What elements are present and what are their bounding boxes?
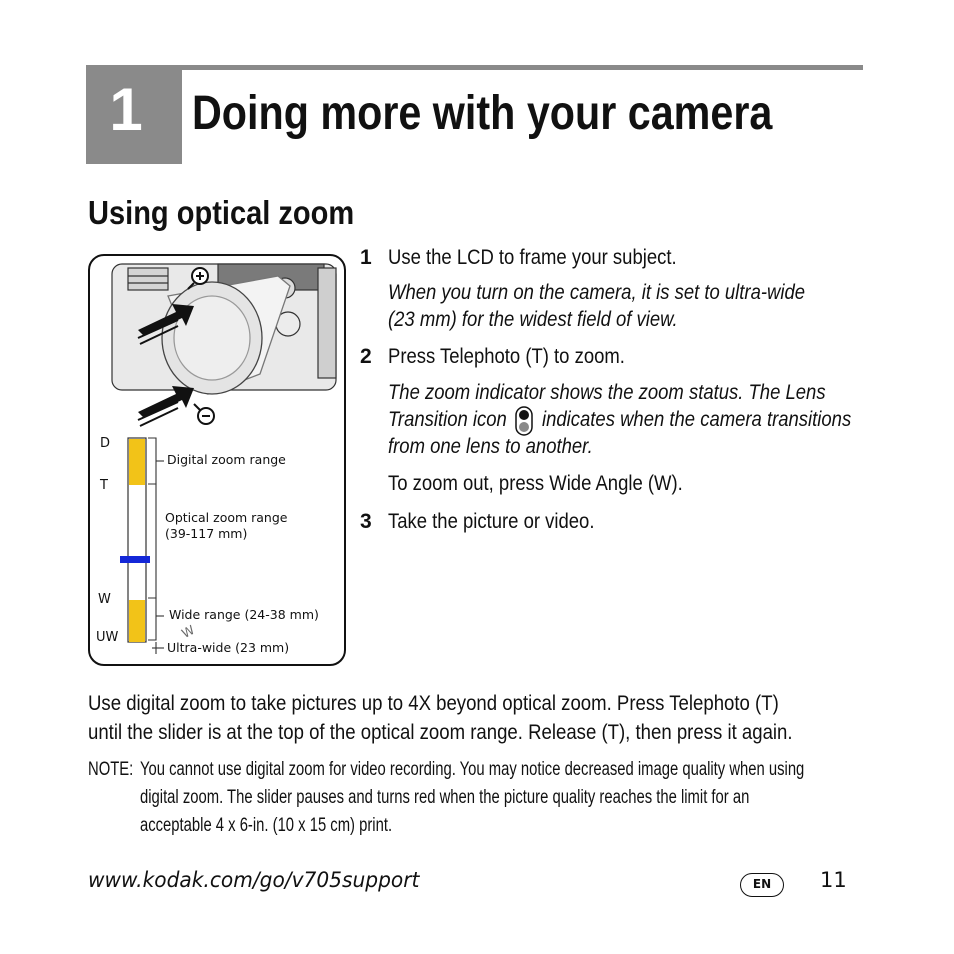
note-line-1: You cannot use digital zoom for video recording. You may notice decreased image quality when using: [140, 759, 805, 780]
note-line-3: acceptable 4 x 6-in. (10 x 15 cm) print.: [140, 815, 393, 836]
zoom-label-t: T: [100, 478, 108, 493]
support-url-link[interactable]: www.kodak.com/go/v705support: [88, 868, 420, 892]
zoom-out-text: To zoom out, press Wide Angle (W).: [388, 472, 683, 495]
note-label: NOTE:: [88, 759, 134, 780]
step-number-2: 2: [360, 345, 372, 368]
chapter-rule: [86, 65, 863, 70]
chapter-number: 1: [109, 76, 143, 143]
chapter-title: Doing more with your camera: [192, 87, 773, 140]
step1-note-line1: When you turn on the camera, it is set to ultra-wide: [388, 281, 806, 304]
zoom-figure: [88, 254, 346, 666]
zoom-label-w: W: [98, 592, 111, 607]
range-brackets: [148, 438, 164, 654]
body-line-2: until the slider is at the top of the optical zoom range. Release (T), then press it again.: [88, 721, 793, 744]
note-line-2: digital zoom. The slider pauses and turns red when the picture quality reaches the limit for an: [140, 787, 750, 808]
zoom-label-d: D: [100, 436, 111, 451]
step-text-3: Take the picture or video.: [388, 510, 595, 533]
ultra-wide-label: Ultra-wide (23 mm): [167, 640, 290, 655]
zoom-slider: [120, 556, 150, 563]
optical-zoom-range: (39-117 mm): [165, 526, 248, 541]
optical-zoom-label: Optical zoom range: [165, 510, 288, 525]
zoom-label-uw: UW: [96, 630, 119, 645]
step2-note-line2b: indicates when the camera transitions: [542, 408, 852, 431]
lens-transition-icon: [514, 406, 534, 436]
step1-note-line2: (23 mm) for the widest field of view.: [388, 308, 678, 331]
step-text-1: Use the LCD to frame your subject.: [388, 246, 677, 269]
section-title: Using optical zoom: [88, 194, 355, 231]
wide-range-fill: [129, 600, 145, 642]
language-badge: EN: [740, 873, 784, 897]
step2-note-line1: The zoom indicator shows the zoom status. The Lens: [388, 381, 826, 404]
w-button-label: W: [178, 622, 197, 642]
body-line-1: Use digital zoom to take pictures up to 4X beyond optical zoom. Press Telephoto (T): [88, 692, 779, 715]
step2-note-line3: from one lens to another.: [388, 435, 593, 458]
page-number: 11: [820, 868, 847, 892]
digital-range-fill: [129, 439, 145, 485]
zoom-out-icon: [194, 404, 214, 424]
press-arrow-wide: [138, 386, 194, 426]
step-text-2: Press Telephoto (T) to zoom.: [388, 345, 625, 368]
step2-note-line2a: Transition icon: [388, 408, 507, 431]
digital-zoom-label: Digital zoom range: [167, 452, 286, 467]
step-number-3: 3: [360, 510, 372, 533]
zoom-indicator: [120, 438, 150, 642]
wide-range-label: Wide range (24-38 mm): [169, 607, 319, 622]
step-number-1: 1: [360, 246, 372, 269]
